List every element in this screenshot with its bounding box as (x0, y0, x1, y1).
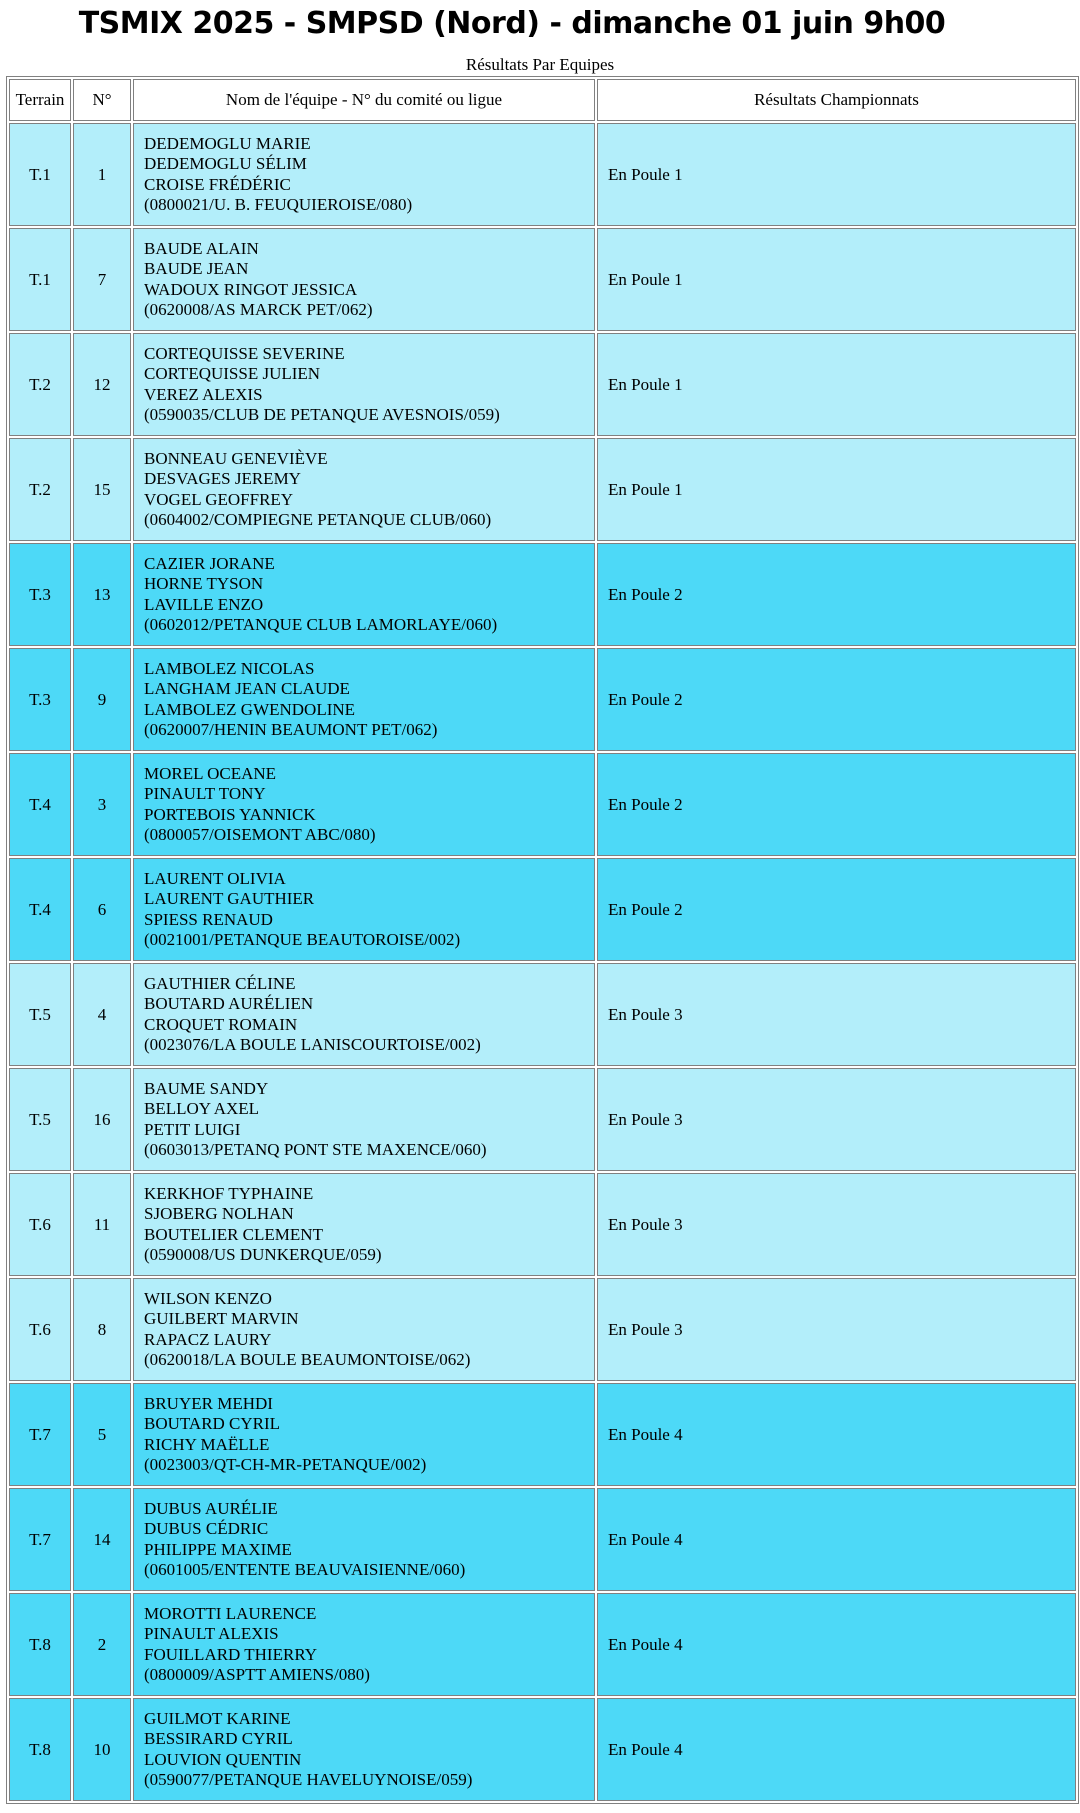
terrain-cell: T.4 (9, 753, 71, 856)
club-info: (0800021/U. B. FEUQUIEROISE/080) (144, 195, 413, 214)
player-name: DUBUS AURÉLIE (144, 1498, 278, 1518)
team-cell (133, 123, 595, 226)
team-cell (133, 1278, 595, 1381)
team-number-cell: 12 (73, 333, 131, 436)
team-number-cell: 3 (73, 753, 131, 856)
terrain-cell: T.1 (9, 228, 71, 331)
result-cell: En Poule 1 (597, 123, 1076, 226)
club-info: (0602012/PETANQUE CLUB LAMORLAYE/060) (144, 615, 498, 634)
player-name: FOUILLARD THIERRY (144, 1644, 317, 1664)
terrain-cell: T.6 (9, 1173, 71, 1276)
page-title: TSMIX 2025 - SMPSD (Nord) - dimanche 01 juin 9h00 (78, 6, 946, 41)
team-cell (133, 1173, 595, 1276)
player-name: LAMBOLEZ GWENDOLINE (144, 699, 356, 719)
player-name: LOUVION QUENTIN (144, 1749, 302, 1769)
team-number-cell: 14 (73, 1488, 131, 1591)
table-row (9, 123, 1076, 226)
player-name: BAUDE JEAN (144, 259, 249, 278)
table-row (9, 438, 1076, 541)
terrain-cell: T.7 (9, 1488, 71, 1591)
result-cell: En Poule 2 (597, 753, 1076, 856)
team-number-cell: 15 (73, 438, 131, 541)
player-name: SJOBERG NOLHAN (144, 1204, 294, 1223)
terrain-cell: T.4 (9, 858, 71, 961)
player-name: GUILBERT MARVIN (144, 1309, 299, 1328)
player-name: DUBUS CÉDRIC (144, 1519, 269, 1538)
player-name: CROISE FRÉDÉRIC (144, 174, 291, 194)
result-cell: En Poule 1 (597, 228, 1076, 331)
player-name: PORTEBOIS YANNICK (144, 804, 316, 824)
team-cell (133, 1488, 595, 1591)
player-name: RAPACZ LAURY (144, 1329, 272, 1349)
column-header-results: Résultats Championnats (597, 79, 1076, 121)
player-name: RICHY MAËLLE (144, 1434, 270, 1454)
column-header-terrain: Terrain (9, 79, 71, 121)
result-cell: En Poule 3 (597, 963, 1076, 1066)
player-name: GUILMOT KARINE (144, 1708, 291, 1728)
club-info: (0023076/LA BOULE LANISCOURTOISE/002) (144, 1035, 481, 1054)
club-info: (0590008/US DUNKERQUE/059) (144, 1245, 382, 1264)
result-cell: En Poule 3 (597, 1068, 1076, 1171)
result-cell: En Poule 1 (597, 333, 1076, 436)
player-name: CORTEQUISSE JULIEN (144, 364, 321, 383)
column-header-team: Nom de l'équipe - N° du comité ou ligue (133, 79, 595, 121)
team-cell (133, 1383, 595, 1486)
player-name: CROQUET ROMAIN (144, 1014, 298, 1034)
team-number-cell: 11 (73, 1173, 131, 1276)
team-cell (133, 543, 595, 646)
club-info: (0800057/OISEMONT ABC/080) (144, 825, 376, 844)
player-name: LAVILLE ENZO (144, 594, 264, 614)
terrain-cell: T.5 (9, 1068, 71, 1171)
player-name: PINAULT TONY (144, 784, 266, 803)
team-cell (133, 228, 595, 331)
club-info: (0023003/QT-CH-MR-PETANQUE/002) (144, 1455, 427, 1474)
table-row (9, 858, 1076, 961)
player-name: GAUTHIER CÉLINE (144, 973, 296, 993)
results-table (6, 76, 1079, 1804)
player-name: CAZIER JORANE (144, 553, 275, 573)
player-name: DESVAGES JEREMY (144, 469, 301, 488)
player-name: LAURENT GAUTHIER (144, 889, 315, 908)
terrain-cell: T.3 (9, 543, 71, 646)
player-name: DEDEMOGLU SÉLIM (144, 154, 307, 173)
player-name: BELLOY AXEL (144, 1099, 260, 1118)
terrain-cell: T.3 (9, 648, 71, 751)
team-cell (133, 1593, 595, 1696)
result-cell: En Poule 2 (597, 858, 1076, 961)
table-row (9, 543, 1076, 646)
table-row (9, 753, 1076, 856)
terrain-cell: T.6 (9, 1278, 71, 1381)
table-row (9, 333, 1076, 436)
club-info: (0021001/PETANQUE BEAUTOROISE/002) (144, 930, 461, 949)
table-row (9, 1383, 1076, 1486)
player-name: BAUME SANDY (144, 1078, 269, 1098)
player-name: MOROTTI LAURENCE (144, 1603, 317, 1623)
result-cell: En Poule 4 (597, 1593, 1076, 1696)
terrain-cell: T.5 (9, 963, 71, 1066)
team-cell (133, 333, 595, 436)
player-name: LAURENT OLIVIA (144, 868, 286, 888)
team-number-cell: 1 (73, 123, 131, 226)
team-cell (133, 438, 595, 541)
club-info: (0603013/PETANQ PONT STE MAXENCE/060) (144, 1140, 487, 1159)
team-number-cell: 9 (73, 648, 131, 751)
table-row (9, 1593, 1076, 1696)
player-name: DEDEMOGLU MARIE (144, 133, 311, 153)
player-name: SPIESS RENAUD (144, 909, 273, 929)
player-name: MOREL OCEANE (144, 763, 277, 783)
club-info: (0620008/AS MARCK PET/062) (144, 300, 373, 319)
player-name: PETIT LUIGI (144, 1119, 241, 1139)
header-row (9, 79, 1076, 121)
club-info: (0590077/PETANQUE HAVELUYNOISE/059) (144, 1770, 473, 1789)
result-cell: En Poule 4 (597, 1488, 1076, 1591)
player-name: VEREZ ALEXIS (144, 384, 263, 404)
player-name: BESSIRARD CYRIL (144, 1729, 293, 1748)
table-row (9, 228, 1076, 331)
player-name: LANGHAM JEAN CLAUDE (144, 679, 350, 698)
result-cell: En Poule 2 (597, 543, 1076, 646)
table-row (9, 1488, 1076, 1591)
player-name: BAUDE ALAIN (144, 238, 259, 258)
team-number-cell: 4 (73, 963, 131, 1066)
player-name: BONNEAU GENEVIÈVE (144, 448, 328, 468)
team-cell (133, 648, 595, 751)
page-subtitle: Résultats Par Equipes (465, 55, 615, 74)
team-cell (133, 753, 595, 856)
result-cell: En Poule 1 (597, 438, 1076, 541)
team-cell (133, 1068, 595, 1171)
result-cell: En Poule 3 (597, 1278, 1076, 1381)
club-info: (0620018/LA BOULE BEAUMONTOISE/062) (144, 1350, 471, 1369)
team-cell (133, 1698, 595, 1801)
player-name: VOGEL GEOFFREY (144, 489, 294, 509)
table-row (9, 1173, 1076, 1276)
player-name: CORTEQUISSE SEVERINE (144, 343, 345, 363)
terrain-cell: T.8 (9, 1698, 71, 1801)
team-number-cell: 8 (73, 1278, 131, 1381)
player-name: PHILIPPE MAXIME (144, 1539, 292, 1559)
team-number-cell: 6 (73, 858, 131, 961)
player-name: WILSON KENZO (144, 1288, 272, 1308)
player-name: BRUYER MEHDI (144, 1393, 273, 1413)
player-name: KERKHOF TYPHAINE (144, 1183, 314, 1203)
team-cell (133, 858, 595, 961)
table-row (9, 648, 1076, 751)
club-info: (0800009/ASPTT AMIENS/080) (144, 1665, 370, 1684)
player-name: BOUTELIER CLEMENT (144, 1224, 323, 1244)
table-row (9, 1698, 1076, 1801)
team-number-cell: 10 (73, 1698, 131, 1801)
result-cell: En Poule 3 (597, 1173, 1076, 1276)
club-info: (0620007/HENIN BEAUMONT PET/062) (144, 720, 438, 739)
result-cell: En Poule 4 (597, 1383, 1076, 1486)
player-name: HORNE TYSON (144, 574, 264, 593)
club-info: (0601005/ENTENTE BEAUVAISIENNE/060) (144, 1560, 466, 1579)
team-number-cell: 7 (73, 228, 131, 331)
player-name: PINAULT ALEXIS (144, 1624, 279, 1643)
terrain-cell: T.2 (9, 438, 71, 541)
table-row (9, 963, 1076, 1066)
column-header-number: N° (73, 79, 131, 121)
result-cell: En Poule 2 (597, 648, 1076, 751)
table-row (9, 1278, 1076, 1381)
player-name: LAMBOLEZ NICOLAS (144, 658, 315, 678)
player-name: BOUTARD CYRIL (144, 1414, 281, 1433)
terrain-cell: T.1 (9, 123, 71, 226)
player-name: WADOUX RINGOT JESSICA (144, 279, 358, 299)
terrain-cell: T.2 (9, 333, 71, 436)
team-number-cell: 13 (73, 543, 131, 646)
table-row (9, 1068, 1076, 1171)
terrain-cell: T.8 (9, 1593, 71, 1696)
result-cell: En Poule 4 (597, 1698, 1076, 1801)
club-info: (0590035/CLUB DE PETANQUE AVESNOIS/059) (144, 405, 500, 424)
player-name: BOUTARD AURÉLIEN (144, 994, 314, 1013)
team-cell (133, 963, 595, 1066)
terrain-cell: T.7 (9, 1383, 71, 1486)
team-number-cell: 16 (73, 1068, 131, 1171)
club-info: (0604002/COMPIEGNE PETANQUE CLUB/060) (144, 510, 492, 529)
team-number-cell: 5 (73, 1383, 131, 1486)
team-number-cell: 2 (73, 1593, 131, 1696)
